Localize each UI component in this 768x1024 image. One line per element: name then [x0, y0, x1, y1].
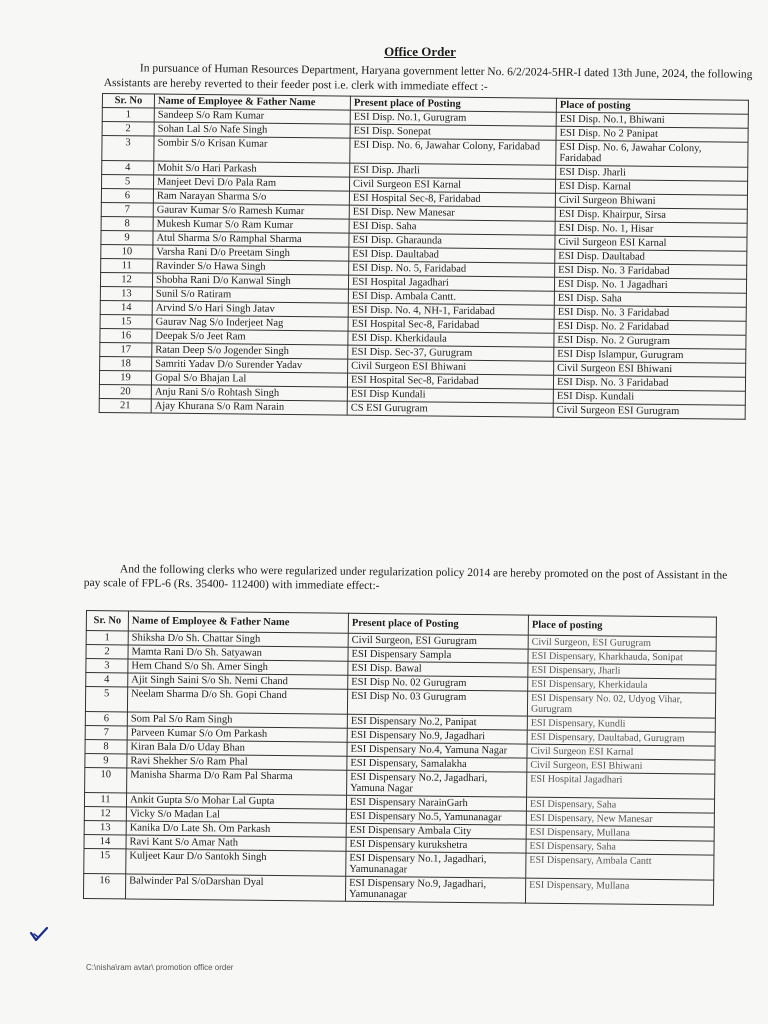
present-posting-cell: ESI Disp. Jharli: [350, 163, 556, 179]
sr-no-cell: 4: [102, 161, 154, 176]
place-of-posting-cell: ESI Hospital Jagadhari: [527, 772, 715, 799]
employee-name-cell: Ajay Khurana S/o Ram Narain: [151, 399, 347, 415]
sr-no-cell: 16: [83, 873, 125, 898]
present-posting-cell: ESI Disp. No. 5, Faridabad: [349, 261, 555, 277]
place-of-posting-cell: ESI Disp. Kundali: [553, 389, 745, 405]
present-posting-cell: ESI Disp. Gharaunda: [349, 233, 555, 249]
place-of-posting-cell: Civil Surgeon, ESI Gurugram: [528, 635, 716, 651]
sr-no-cell: 6: [101, 189, 153, 204]
employee-name-cell: Gaurav Kumar S/o Ramesh Kumar: [153, 203, 349, 219]
sr-no-cell: 8: [85, 739, 127, 753]
header-place-of-posting: Place of posting: [528, 615, 716, 637]
employee-name-cell: Kiran Bala D/o Uday Bhan: [127, 740, 347, 756]
table-row: [83, 873, 713, 905]
sr-no-cell: 11: [84, 792, 126, 806]
place-of-posting-cell: Civil Surgeon, ESI Bhiwani: [527, 758, 715, 774]
place-of-posting-cell: ESI Disp. No. 6, Jawahar Colony, Faridabad: [556, 140, 748, 167]
sr-no-cell: 7: [85, 725, 127, 739]
place-of-posting-cell: ESI Disp. Khairpur, Sirsa: [555, 207, 747, 223]
present-posting-cell: ESI Disp Kundali: [347, 387, 553, 403]
present-posting-cell: ESI Dispensary No.9, Jagadhari: [347, 728, 527, 744]
place-of-posting-cell: ESI Disp. Karnal: [555, 179, 747, 195]
sr-no-cell: 12: [100, 272, 152, 287]
reversion-table-body: [99, 108, 748, 420]
employee-name-cell: Shobha Rani D/o Kanwal Singh: [152, 273, 348, 289]
promotion-intro-paragraph: And the following clerks who were regularized under regularization policy 2014 are hereby promoted on the post of Assistant in the pay scale of FPL-6 (Rs. 35400- 112400) with immediate effect:-: [83, 563, 728, 593]
sr-no-cell: 8: [101, 216, 153, 231]
present-posting-cell: Civil Surgeon ESI Bhiwani: [348, 359, 554, 375]
present-posting-cell: ESI Dispensary, Samalakha: [347, 756, 527, 772]
sr-no-cell: 7: [101, 202, 153, 217]
present-posting-cell: ESI Dispensary Sampla: [348, 647, 528, 663]
place-of-posting-cell: ESI Disp Islampur, Gurugram: [554, 347, 746, 363]
place-of-posting-cell: ESI Dispensary, Jharli: [528, 663, 716, 679]
place-of-posting-cell: ESI Dispensary, Saha: [526, 839, 714, 855]
present-posting-cell: ESI Disp. Sonepat: [350, 124, 556, 140]
place-of-posting-cell: ESI Disp. No. 3 Faridabad: [553, 375, 745, 391]
employee-name-cell: Ravi Shekher S/o Ram Phal: [127, 754, 347, 770]
sr-no-cell: 2: [102, 122, 154, 137]
present-posting-cell: ESI Disp. Daultabad: [349, 247, 555, 263]
file-path-footer: C:\nisha\ram avtar\ promotion office order: [86, 963, 234, 972]
present-posting-cell: ESI Dispensary No.1, Jagadhari, Yamunanagar: [346, 851, 526, 878]
employee-name-cell: Shiksha D/o Sh. Chattar Singh: [128, 631, 348, 647]
present-posting-cell: ESI Disp. No.1, Gurugram: [350, 110, 556, 126]
sr-no-cell: 1: [86, 631, 128, 645]
present-posting-cell: Civil Surgeon ESI Karnal: [349, 177, 555, 193]
employee-name-cell: Sandeep S/o Ram Kumar: [154, 108, 350, 124]
place-of-posting-cell: ESI Dispensary, Ambala Cantt: [526, 853, 714, 880]
sr-no-cell: 9: [85, 753, 127, 767]
place-of-posting-cell: ESI Disp. No. 2 Faridabad: [554, 319, 746, 335]
present-posting-cell: ESI Disp. Kherkidaula: [348, 331, 554, 347]
header-employee-name: Name of Employee & Father Name: [154, 94, 350, 110]
sr-no-cell: 15: [100, 314, 152, 329]
place-of-posting-cell: ESI Dispensary, Kharkhauda, Sonipat: [528, 649, 716, 665]
employee-name-cell: Sombir S/o Krisan Kumar: [154, 136, 350, 163]
place-of-posting-cell: ESI Disp. No.1, Bhiwani: [556, 112, 748, 128]
employee-name-cell: Gaurav Nag S/o Inderjeet Nag: [152, 315, 348, 331]
place-of-posting-cell: ESI Dispensary, Mullana: [525, 878, 713, 905]
present-posting-cell: ESI Dispensary No.2, Jagadhari, Yamuna Nagar: [347, 770, 527, 797]
header-employee-name: Name of Employee & Father Name: [128, 611, 348, 633]
place-of-posting-cell: Civil Surgeon Bhiwani: [555, 193, 747, 209]
header-place-of-posting: Place of posting: [556, 98, 748, 114]
present-posting-cell: ESI Hospital Sec-8, Faridabad: [348, 317, 554, 333]
employee-name-cell: Atul Sharma S/o Ramphal Sharma: [153, 231, 349, 247]
place-of-posting-cell: ESI Dispensary, Kundli: [527, 716, 715, 732]
employee-name-cell: Vicky S/o Madan Lal: [126, 807, 346, 823]
sr-no-cell: 13: [84, 820, 126, 834]
place-of-posting-cell: ESI Disp. No. 3 Faridabad: [554, 305, 746, 321]
reversion-table: [99, 93, 749, 420]
header-sr-no: Sr. No: [102, 94, 154, 109]
present-posting-cell: ESI Dispensary No.2, Panipat: [347, 714, 527, 730]
handwritten-tick-mark: [28, 924, 50, 944]
sr-no-cell: 3: [86, 659, 128, 673]
sr-no-cell: 2: [86, 645, 128, 659]
sr-no-cell: 19: [99, 370, 151, 385]
promotion-table: [83, 610, 717, 906]
present-posting-cell: ESI Disp No. 02 Gurugram: [348, 675, 528, 691]
place-of-posting-cell: ESI Dispensary, New Manesar: [526, 811, 714, 827]
place-of-posting-cell: Civil Surgeon ESI Karnal: [555, 235, 747, 251]
employee-name-cell: Hem Chand S/o Sh. Amer Singh: [128, 659, 348, 675]
place-of-posting-cell: ESI Disp. No. 2 Gurugram: [554, 333, 746, 349]
present-posting-cell: ESI Hospital Sec-8, Faridabad: [349, 191, 555, 207]
place-of-posting-cell: ESI Dispensary No. 02, Udyog Vihar, Gurugram: [527, 691, 715, 718]
sr-no-cell: 5: [101, 175, 153, 190]
sr-no-cell: 3: [102, 136, 154, 162]
sr-no-cell: 12: [84, 806, 126, 820]
employee-name-cell: Ankit Gupta S/o Mohar Lal Gupta: [126, 793, 346, 809]
employee-name-cell: Anju Rani S/o Rohtash Singh: [151, 385, 347, 401]
present-posting-cell: ESI Disp. Ambala Cantt.: [348, 289, 554, 305]
present-posting-cell: Civil Surgeon, ESI Gurugram: [348, 633, 528, 649]
sr-no-cell: 14: [100, 300, 152, 315]
place-of-posting-cell: ESI Disp. No. 1, Hisar: [555, 221, 747, 237]
present-posting-cell: ESI Disp. Saha: [349, 219, 555, 235]
employee-name-cell: Ram Narayan Sharma S/o: [153, 189, 349, 205]
place-of-posting-cell: ESI Disp. No 2 Panipat: [556, 126, 748, 142]
sr-no-cell: 17: [100, 342, 152, 357]
employee-name-cell: Kanika D/o Late Sh. Om Parkash: [126, 821, 346, 837]
sr-no-cell: 10: [85, 767, 127, 792]
employee-name-cell: Ravi Kant S/o Amar Nath: [126, 835, 346, 851]
sr-no-cell: 21: [99, 398, 151, 413]
place-of-posting-cell: ESI Dispensary, Daultabad, Gurugram: [527, 730, 715, 746]
employee-name-cell: Arvind S/o Hari Singh Jatav: [152, 301, 348, 317]
employee-name-cell: Sohan Lal S/o Nafe Singh: [154, 122, 350, 138]
present-posting-cell: ESI Disp. Bawal: [348, 661, 528, 677]
employee-name-cell: Ajit Singh Saini S/o Sh. Nemi Chand: [128, 673, 348, 689]
header-sr-no: Sr. No: [86, 611, 128, 631]
sr-no-cell: 13: [100, 286, 152, 301]
employee-name-cell: Manisha Sharma D/o Ram Pal Sharma: [127, 768, 347, 795]
sr-no-cell: 5: [85, 687, 127, 712]
employee-name-cell: Kuljeet Kaur D/o Santokh Singh: [126, 849, 346, 876]
present-posting-cell: ESI Disp. Sec-37, Gurugram: [348, 345, 554, 361]
employee-name-cell: Samriti Yadav D/o Surender Yadav: [152, 357, 348, 373]
present-posting-cell: CS ESI Gurugram: [347, 401, 553, 417]
sr-no-cell: 4: [86, 673, 128, 687]
present-posting-cell: ESI Dispensary No.4, Yamuna Nagar: [347, 742, 527, 758]
employee-name-cell: Parveen Kumar S/o Om Parkash: [127, 726, 347, 742]
page-title: Office Order: [384, 44, 456, 59]
present-posting-cell: ESI Disp No. 03 Gurugram: [347, 689, 527, 716]
present-posting-cell: ESI Dispensary No.5, Yamunanagar: [346, 809, 526, 825]
place-of-posting-cell: Civil Surgeon ESI Bhiwani: [554, 361, 746, 377]
place-of-posting-cell: ESI Dispensary, Mullana: [526, 825, 714, 841]
place-of-posting-cell: Civil Surgeon ESI Gurugram: [553, 403, 745, 419]
employee-name-cell: Deepak S/o Jeet Ram: [152, 329, 348, 345]
sr-no-cell: 1: [102, 108, 154, 123]
present-posting-cell: ESI Dispensary Ambala City: [346, 823, 526, 839]
present-posting-cell: ESI Hospital Jagadhari: [348, 275, 554, 291]
sr-no-cell: 6: [85, 711, 127, 725]
place-of-posting-cell: Civil Surgeon ESI Karnal: [527, 744, 715, 760]
employee-name-cell: Manjeet Devi D/o Pala Ram: [153, 175, 349, 191]
employee-name-cell: Som Pal S/o Ram Singh: [127, 712, 347, 728]
present-posting-cell: ESI Dispensary No.9, Jagadhari, Yamunanagar: [345, 876, 525, 903]
sr-no-cell: 10: [101, 244, 153, 259]
employee-name-cell: Ravinder S/o Hawa Singh: [153, 259, 349, 275]
sr-no-cell: 15: [84, 848, 126, 873]
reversion-intro-paragraph: In pursuance of Human Resources Department, Haryana government letter No. 6/2/2024-5HR-I dated 13th June, 2024, the following Assistants are hereby reverted to their feeder post i.e. clerk with immediate effect :-: [103, 62, 753, 94]
sr-no-cell: 16: [100, 328, 152, 343]
employee-name-cell: Gopal S/o Bhajan Lal: [151, 371, 347, 387]
employee-name-cell: Mamta Rani D/o Sh. Satyawan: [128, 645, 348, 661]
place-of-posting-cell: ESI Dispensary, Saha: [526, 797, 714, 813]
present-posting-cell: ESI Disp. No. 4, NH-1, Faridabad: [348, 303, 554, 319]
present-posting-cell: ESI Hospital Sec-8, Faridabad: [347, 373, 553, 389]
sr-no-cell: 18: [100, 356, 152, 371]
employee-name-cell: Mohit S/o Hari Parkash: [154, 161, 350, 177]
place-of-posting-cell: ESI Dispensary, Kherkidaula: [528, 677, 716, 693]
sr-no-cell: 9: [101, 230, 153, 245]
promotion-table-body: [83, 631, 716, 906]
place-of-posting-cell: ESI Disp. Saha: [554, 291, 746, 307]
employee-name-cell: Varsha Rani D/o Preetam Singh: [153, 245, 349, 261]
place-of-posting-cell: ESI Disp. No. 3 Faridabad: [555, 263, 747, 279]
present-posting-cell: ESI Disp. No. 6, Jawahar Colony, Faridabad: [350, 138, 556, 165]
place-of-posting-cell: ESI Disp. Daultabad: [555, 249, 747, 265]
sr-no-cell: 20: [99, 384, 151, 399]
employee-name-cell: Sunil S/o Ratiram: [152, 287, 348, 303]
present-posting-cell: ESI Dispensary kurukshetra: [346, 837, 526, 853]
present-posting-cell: ESI Dispensary NarainGarh: [346, 795, 526, 811]
employee-name-cell: Mukesh Kumar S/o Ram Kumar: [153, 217, 349, 233]
sr-no-cell: 14: [84, 834, 126, 848]
header-present-posting: Present place of Posting: [350, 96, 556, 112]
present-posting-cell: ESI Disp. New Manesar: [349, 205, 555, 221]
place-of-posting-cell: ESI Disp. Jharli: [556, 165, 748, 181]
employee-name-cell: Neelam Sharma D/o Sh. Gopi Chand: [127, 687, 347, 714]
employee-name-cell: Balwinder Pal S/oDarshan Dyal: [125, 874, 345, 901]
header-present-posting: Present place of Posting: [348, 613, 528, 635]
sr-no-cell: 11: [101, 258, 153, 273]
employee-name-cell: Ratan Deep S/o Jogender Singh: [152, 343, 348, 359]
place-of-posting-cell: ESI Disp. No. 1 Jagadhari: [554, 277, 746, 293]
